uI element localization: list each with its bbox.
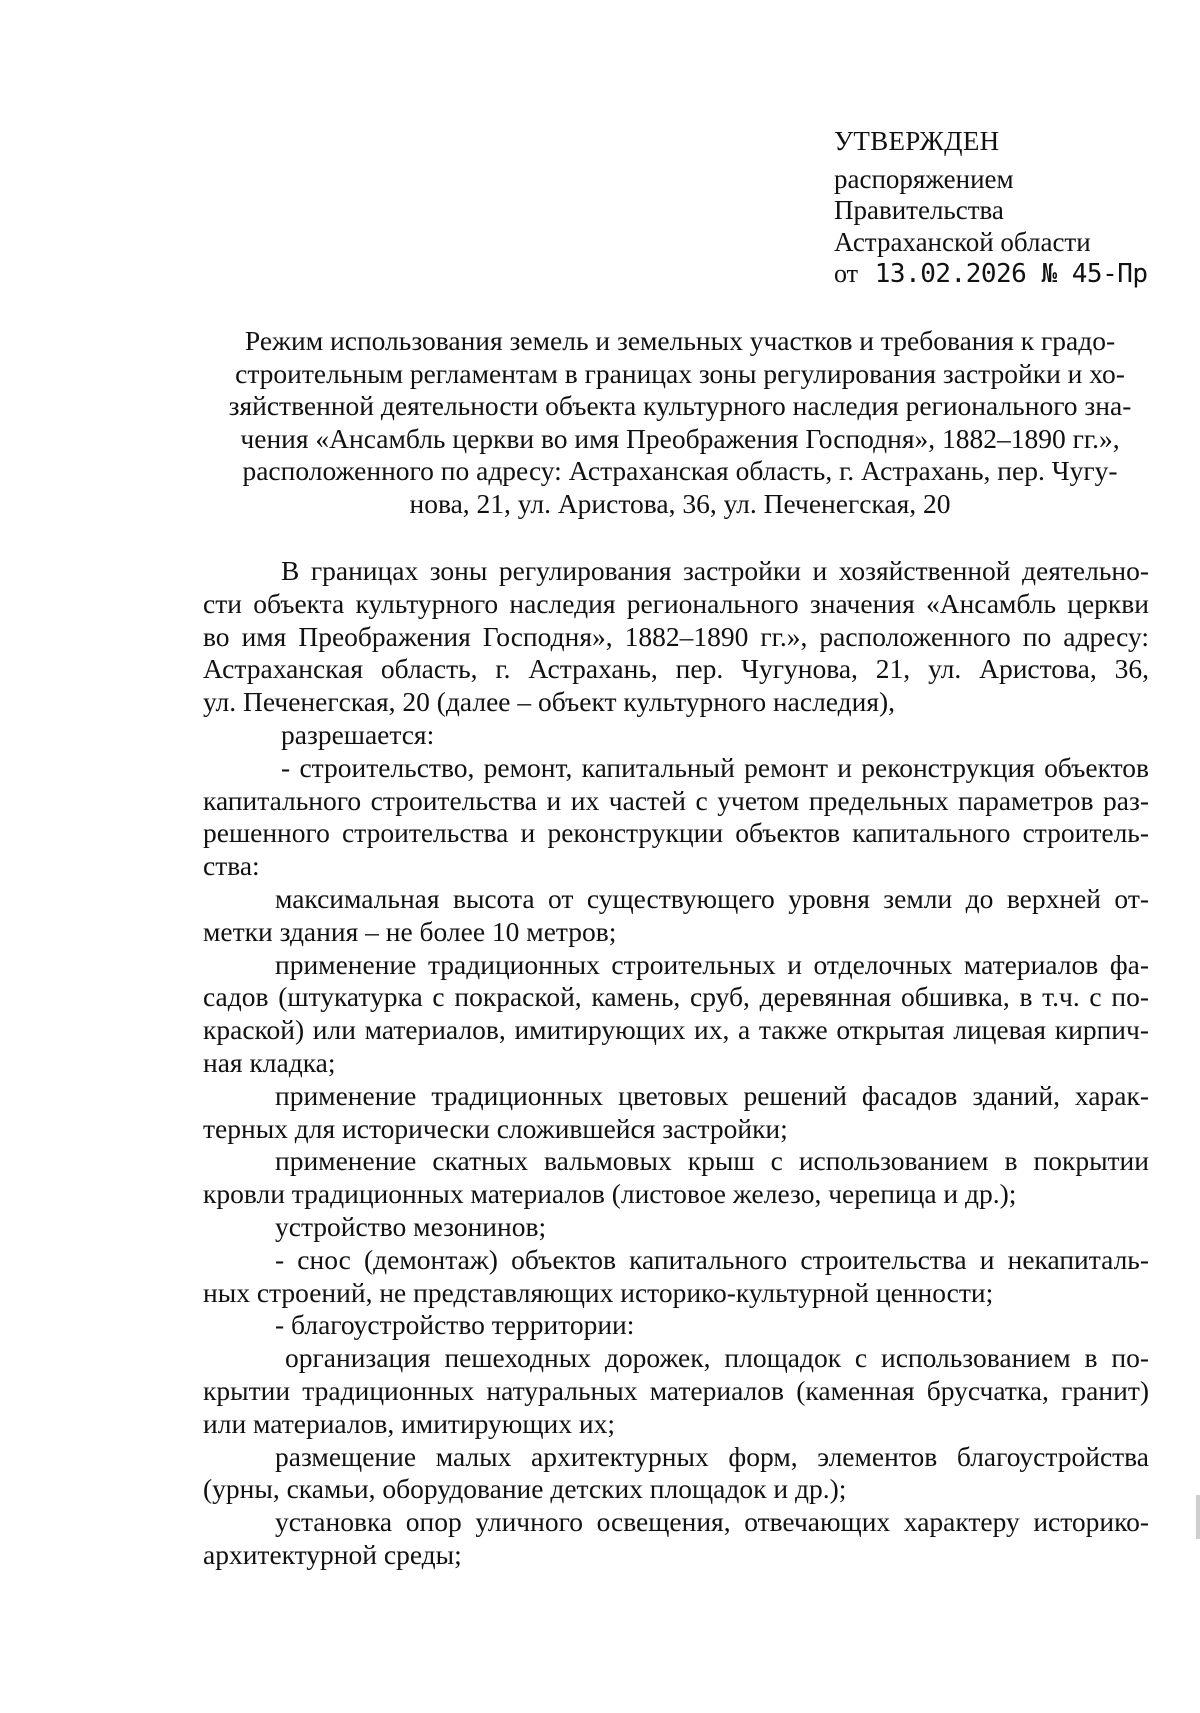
body-line: установка опор уличного освещения, отвечающих характеру историко-	[275, 1506, 1149, 1538]
approval-stamp-block	[834, 126, 1164, 291]
body-line: - строительство, ремонт, капитальный ремонт и реконструкция объектов	[281, 751, 1149, 783]
body-line: ул. Печенегская, 20 (далее – объект культурного наследия),	[203, 686, 896, 718]
body-line: - благоустройство территории:	[275, 1309, 635, 1341]
body-line: сти объекта культурного наследия регионального значения «Ансамбль церкви	[203, 587, 1149, 619]
document-body	[203, 555, 1149, 1572]
title-line: строительным регламентам в границах зоны регулирования застройки и хо-	[235, 357, 1125, 389]
body-line: архитектурной среды;	[203, 1538, 462, 1570]
title-line: Режим использования земель и земельных участков и требования к градо-	[244, 325, 1116, 356]
body-line: разрешается:	[281, 718, 435, 750]
body-line: организация пешеходных дорожек, площадок с использованием в по-	[285, 1342, 1149, 1374]
approval-line-order: распоряжением	[834, 163, 1014, 194]
approval-line-government: Правительства	[834, 195, 1004, 225]
title-line: нова, 21, ул. Аристова, 36, ул. Печенегская, 20	[409, 487, 951, 519]
body-line: В границах зоны регулирования застройки и хозяйственной деятельно-	[281, 555, 1149, 586]
approval-date-prefix: от	[834, 259, 859, 288]
body-line: ных строений, не представляющих историко-культурной ценности;	[203, 1276, 994, 1308]
body-line: размещение малых архитектурных форм, элементов благоустройства	[275, 1440, 1149, 1472]
body-line: применение традиционных строительных и отделочных материалов фа-	[275, 948, 1149, 980]
body-line: или материалов, имитирующих их;	[203, 1407, 615, 1439]
body-line: терных для исторически сложившейся застройки;	[203, 1112, 788, 1144]
scan-edge-mark	[1196, 1495, 1200, 1539]
body-line: - снос (демонтаж) объектов капитального строительства и некапиталь-	[275, 1243, 1149, 1275]
body-line: садов (штукатурка с покраской, камень, сруб, деревянная обшивка, в т.ч. с по-	[203, 981, 1149, 1013]
body-line: применение скатных вальмовых крыш с использованием в покрытии	[275, 1145, 1149, 1177]
body-line: применение традиционных цветовых решений фасадов зданий, харак-	[275, 1079, 1149, 1111]
approval-title: УТВЕРЖДЕН	[834, 126, 1000, 156]
body-line: во имя Преображения Господня», 1882–1890 гг.», расположенного по адресу:	[203, 620, 1149, 652]
body-line: максимальная высота от существующего уровня земли до верхней от-	[275, 882, 1149, 914]
body-line: ная кладка;	[203, 1046, 336, 1078]
body-line: капитального строительства и их частей с учетом предельных параметров раз-	[203, 784, 1149, 816]
body-line: ства:	[203, 850, 260, 882]
approval-date-number: 13.02.2026 № 45-Пр	[874, 259, 1148, 289]
approval-date-line	[834, 258, 1164, 291]
body-line: (урны, скамьи, оборудование детских площадок и др.);	[203, 1473, 847, 1505]
title-line: зяйственной деятельности объекта культурного наследия регионального зна-	[228, 390, 1132, 421]
body-line: метки здания – не более 10 метров;	[203, 915, 617, 947]
body-line: решенного строительства и реконструкции объектов капитального строитель-	[203, 817, 1149, 849]
document-title	[210, 325, 1150, 520]
body-line: Астраханская область, г. Астрахань, пер. Чугунова, 21, ул. Аристова, 36,	[203, 653, 1149, 685]
body-line: крытии традиционных натуральных материалов (каменная брусчатка, гранит)	[203, 1374, 1149, 1406]
approval-line-region: Астраханской области	[834, 226, 1091, 257]
body-line: краской) или материалов, имитирующих их, а также открытая лицевая кирпич-	[203, 1014, 1149, 1046]
title-line: чения «Ансамбль церкви во имя Преображения Господня», 1882–1890 гг.»,	[240, 422, 1120, 454]
body-line: устройство мезонинов;	[275, 1210, 547, 1242]
title-line: расположенного по адресу: Астраханская область, г. Астрахань, пер. Чугу-	[242, 455, 1118, 486]
body-line: кровли традиционных материалов (листовое железо, черепица и др.);	[203, 1178, 1017, 1210]
